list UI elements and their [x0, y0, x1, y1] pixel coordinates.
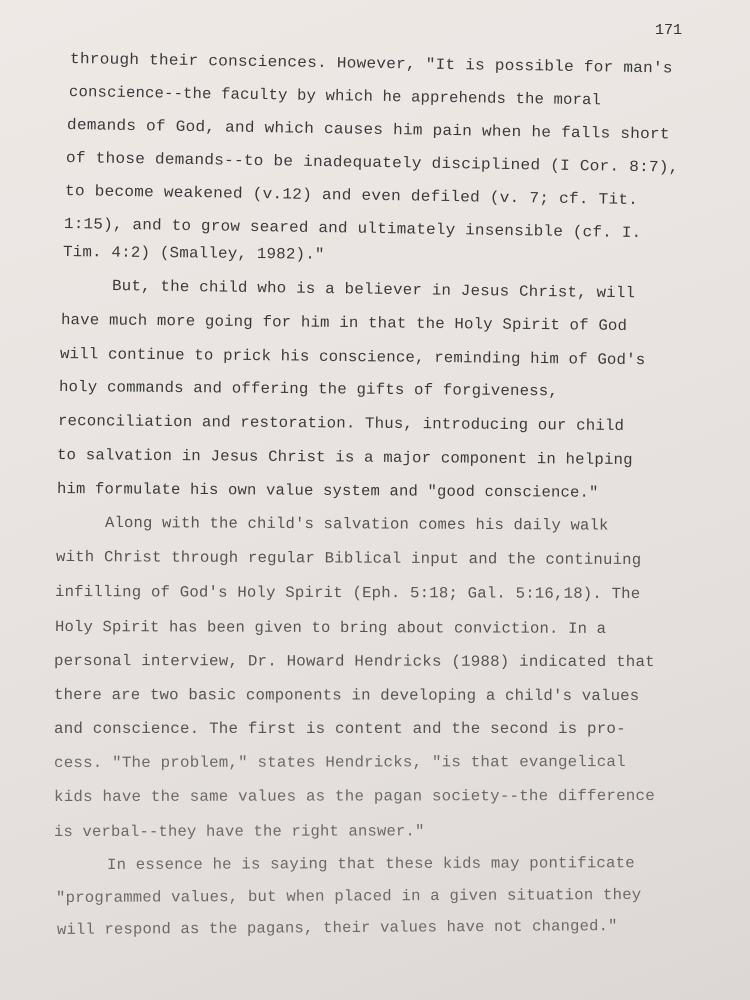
text-line: 1:15), and to grow seared and ultimately insensible (cf. I.: [63, 215, 642, 243]
text-line: with Christ through regular Biblical input and the continuing: [55, 548, 642, 570]
text-line: of those demands--to be inadequately disciplined (I Cor. 8:7),: [65, 149, 679, 177]
text-line: there are two basic components in developing a child's values: [53, 686, 640, 706]
text-line: personal interview, Dr. Howard Hendricks (1988) indicated that: [53, 652, 655, 672]
text-line: In essence he is saying that these kids may pontificate: [106, 854, 635, 874]
text-line: holy commands and offering the gifts of forgiveness,: [58, 378, 559, 401]
text-line: to become weakened (v.12) and even defiled (v. 7; cf. Tit.: [64, 182, 639, 210]
text-line: Along with the child's salvation comes his daily walk: [104, 514, 609, 535]
text-line: infilling of God's Holy Spirit (Eph. 5:18; Gal. 5:16,18). The: [54, 583, 641, 604]
text-line: is verbal--they have the right answer.": [53, 822, 425, 841]
page-number: 171: [655, 22, 683, 39]
text-line: demands of God, and which causes him pain when he falls short: [66, 116, 670, 144]
text-line: to salvation in Jesus Christ is a major component in helping: [56, 446, 633, 470]
text-line: cess. "The problem," states Hendricks, "is that evangelical: [53, 753, 626, 772]
text-line: But, the child who is a believer in Jesus Christ, will: [111, 277, 636, 303]
text-line: Tim. 4:2) (Smalley, 1982).": [62, 243, 325, 264]
text-line: will continue to prick his conscience, reminding him of God's: [59, 345, 646, 370]
text-line: "programmed values, but when placed in a given situation they: [55, 885, 642, 907]
text-line: kids have the same values as the pagan society--the difference: [53, 786, 655, 806]
text-line: and conscience. The first is content and the second is pro-: [54, 720, 626, 738]
text-line: have much more going for him in that the Holy Spirit of God: [60, 311, 628, 335]
text-line: through their consciences. However, "It is possible for man's: [69, 50, 673, 78]
text-line: Holy Spirit has been given to bring about conviction. In a: [54, 618, 607, 638]
text-line: reconciliation and restoration. Thus, introducing our child: [57, 412, 625, 435]
text-line: will respond as the pagans, their values have not changed.": [56, 917, 618, 939]
text-line: him formulate his own value system and "good conscience.": [56, 480, 599, 502]
text-line: conscience--the faculty by which he apprehends the moral: [68, 83, 602, 110]
